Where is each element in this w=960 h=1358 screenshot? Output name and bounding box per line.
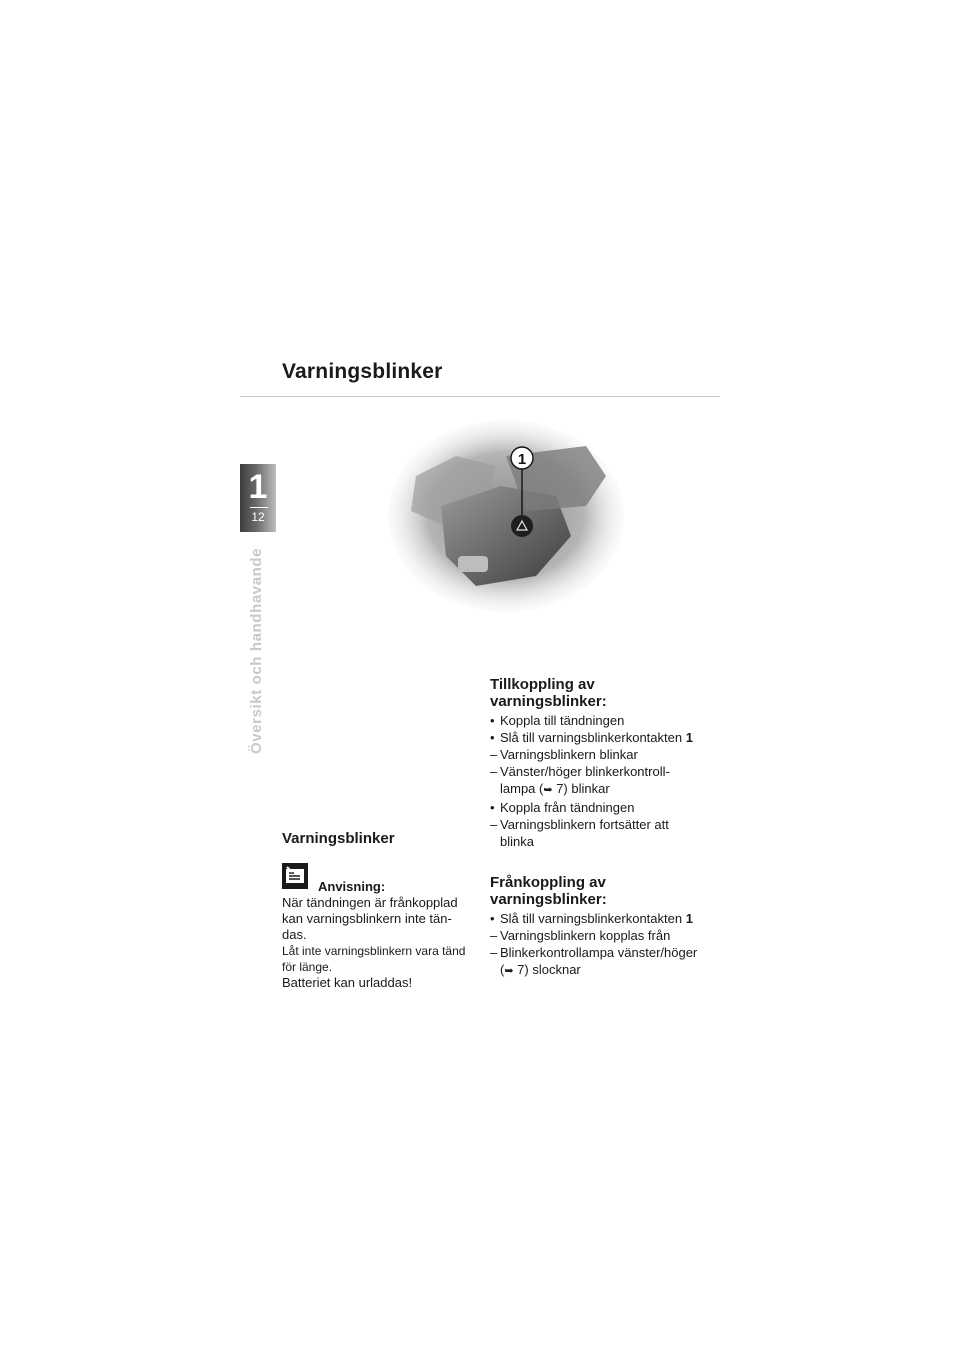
figure-callout: 1 (517, 451, 527, 468)
section-heading: Frånkoppling av varningsblinker: (490, 874, 607, 908)
handlebar-switch-illustration (386, 416, 626, 612)
step-list (490, 910, 700, 980)
handlebar-switch-drawing (386, 416, 626, 612)
note-text (282, 895, 474, 991)
note-line: Batteriet kan urladdas! (282, 975, 413, 990)
chapter-number: 1 (248, 468, 268, 506)
chapter-tab (240, 464, 276, 532)
list-item: • Slå till varningsblinkerkontakten 1 (490, 911, 693, 926)
arrow-ref-icon: ➥ (504, 965, 514, 977)
list-item: • Koppla till tändningen (490, 713, 625, 728)
list-item: • Koppla från tändningen (490, 800, 635, 815)
note-line: Låt inte varningsblinkern vara tänd för länge. (282, 944, 466, 974)
arrow-ref-icon: ➥ (543, 784, 553, 796)
list-item: – Varningsblinkern fortsätter att blinka (490, 817, 669, 849)
note-label: Anvisning: (318, 879, 386, 894)
list-item: – Blinkerkontrollampa vänster/höger (➥ 7) slocknar (490, 945, 698, 977)
right-column (490, 676, 700, 980)
note-header (282, 863, 474, 893)
list-item: – Varningsblinkern kopplas från (490, 928, 671, 943)
section-heading: Tillkoppling av varningsblinker: (490, 676, 607, 710)
list-item: – Vänster/höger blinkerkontroll-lampa (➥ 7) blinkar (490, 764, 670, 796)
left-column (282, 830, 474, 991)
title-divider (240, 396, 720, 397)
list-item: – Varningsblinkern blinkar (490, 747, 638, 762)
chapter-side-label: Översikt och handhavande (248, 547, 265, 754)
step-list (490, 712, 700, 850)
note-line: När tändningen är frånkopplad kan varningsblinkern inte tän-das. (282, 895, 458, 942)
page-number: 12 (251, 510, 265, 524)
list-item: • Slå till varningsblinkerkontakten 1 (490, 730, 693, 745)
note-icon (282, 863, 308, 889)
page-title: Varningsblinker (282, 360, 443, 383)
section-heading: Varningsblinker (282, 830, 395, 847)
chapter-divider (250, 507, 268, 508)
